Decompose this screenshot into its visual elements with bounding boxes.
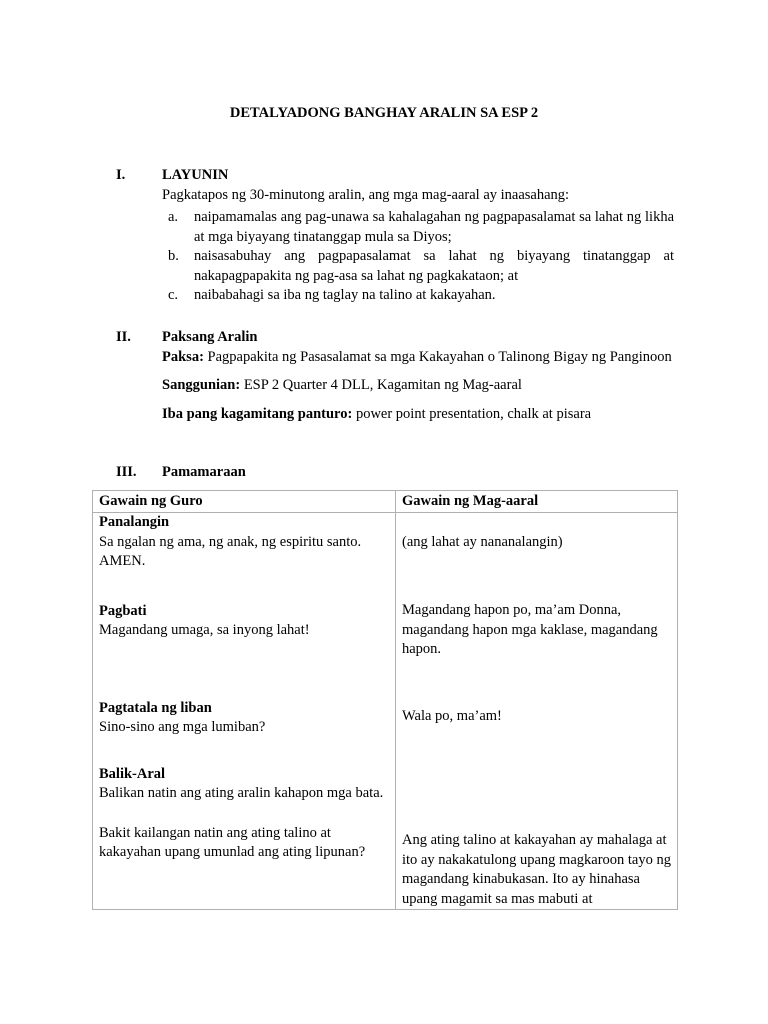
section-heading-layunin: LAYUNIN <box>162 167 229 183</box>
section-number-layunin: I. <box>116 167 126 183</box>
list-marker: a. <box>168 209 179 225</box>
procedure-table <box>92 490 678 910</box>
document-title: DETALYADONG BANGHAY ARALIN SA ESP 2 <box>229 105 539 121</box>
section-layunin <box>162 166 674 306</box>
panalangin-mag-aaral: (ang lahat ay nananalangin) <box>402 533 563 550</box>
objective-text: naibabahagi sa iba ng taglay na talino at kakayahan. <box>194 287 496 303</box>
section-number-pamamaraan: III. <box>116 464 137 480</box>
balik-aral-mag-aaral: Ang ating talino at kakayahan ay mahalaga at ito ay nakakatulong upang magkaroon tayo ng magandang kinabukasan. Ito ay hinahasa upang magamit sa mas mabuti at <box>402 832 671 907</box>
panalangin-guro: Sa ngalan ng ama, ng anak, ng espiritu santo. AMEN. <box>99 533 362 569</box>
list-item <box>162 247 674 286</box>
column-header-mag-aaral: Gawain ng Mag-aaral <box>396 491 678 513</box>
sanggunian-line <box>162 376 674 396</box>
pagbati-mag-aaral: Magandang hapon po, ma’am Donna, magandang hapon mga kaklase, magandang hapon. <box>402 602 658 657</box>
paksa-label: Paksa: <box>162 348 204 365</box>
list-item <box>162 286 674 306</box>
objective-text: naipamamalas ang pag-unawa sa kahalagahan ng pagpapasalamat sa lahat ng likha at mga biyayang tinatanggap mula sa Diyos; <box>194 209 674 245</box>
pagtatala-mag-aaral: Wala po, ma’am! <box>402 707 502 724</box>
section-paksang-aralin <box>162 328 674 424</box>
table-row <box>93 513 678 910</box>
objectives-list <box>162 208 674 306</box>
layunin-intro: Pagkatapos ng 30-minutong aralin, ang mga mag-aaral ay inaasahang: <box>162 186 570 203</box>
pagtatala-heading: Pagtatala ng liban <box>99 699 212 716</box>
section-number-paksang-aralin: II. <box>116 329 131 345</box>
paksa-value: Pagpapakita ng Pasasalamat sa mga Kakayahan o Talinong Bigay ng Panginoon <box>203 348 672 365</box>
balik-aral-guro: Balikan natin ang ating aralin kahapon mga bata. <box>99 785 384 801</box>
kagamitan-value: power point presentation, chalk at pisara <box>352 405 592 422</box>
list-marker: b. <box>168 248 179 264</box>
column-header-guro: Gawain ng Guro <box>93 491 396 513</box>
sanggunian-label: Sanggunian: <box>162 377 241 393</box>
objective-text: naisasabuhay ang pagpapasalamat sa lahat ng biyayang tinatanggap at nakapagpapakita ng pag-asa sa lahat ng pagkakataon; at <box>194 248 674 284</box>
paksa-line <box>162 348 674 368</box>
pagbati-heading: Pagbati <box>99 602 147 619</box>
balik-aral-heading: Balik-Aral <box>99 765 166 782</box>
table-header-row <box>93 491 678 513</box>
sanggunian-value: ESP 2 Quarter 4 DLL, Kagamitan ng Mag-aaral <box>240 377 522 393</box>
list-marker: c. <box>168 287 179 303</box>
panalangin-heading: Panalangin <box>99 514 170 530</box>
section-heading-paksang-aralin: Paksang Aralin <box>162 329 258 345</box>
kagamitan-label: Iba pang kagamitang panturo: <box>162 405 353 422</box>
section-heading-pamamaraan: Pamamaraan <box>162 464 246 480</box>
kagamitan-line <box>162 405 674 425</box>
guro-cell <box>93 513 396 910</box>
balik-aral-question: Bakit kailangan natin ang ating talino at kakayahan upang umunlad ang ating lipunan? <box>99 824 366 860</box>
pagbati-guro: Magandang umaga, sa inyong lahat! <box>99 622 310 638</box>
mag-aaral-cell <box>396 513 678 910</box>
pagtatala-guro: Sino-sino ang mga lumiban? <box>99 719 266 735</box>
list-item <box>162 208 674 247</box>
